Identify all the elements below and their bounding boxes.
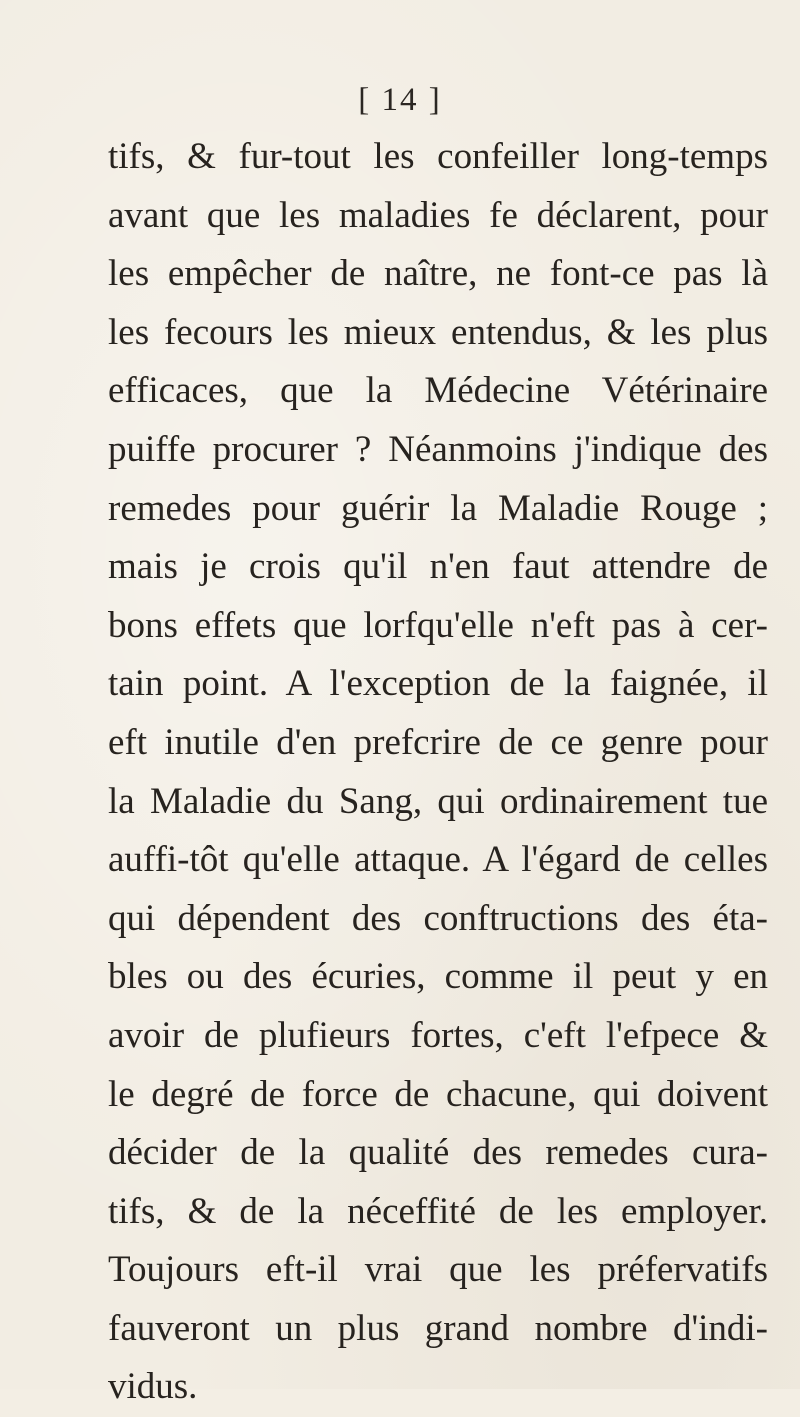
text-line-15: bles ou des écuries, comme il peut y en xyxy=(108,956,768,998)
text-line-16: avoir de plufieurs fortes, c'eft l'efpece & xyxy=(108,1014,768,1056)
text-line-13: auffi-tôt qu'elle attaque. A l'égard de celles xyxy=(108,839,768,881)
text-line-6: puiffe procurer ? Néanmoins j'indique des xyxy=(108,428,768,470)
text-line-21: fauveront un plus grand nombre d'indi- xyxy=(108,1307,768,1349)
text-line-14: qui dépendent des conftructions des éta- xyxy=(108,897,768,939)
text-line-7: remedes pour guérir la Maladie Rouge ; xyxy=(108,487,768,529)
text-line-1: tifs, & fur-tout les confeiller long-temps xyxy=(108,136,768,177)
body-text xyxy=(108,128,768,1417)
text-line-20: Toujours eft-il vrai que les préfervatifs xyxy=(108,1249,768,1291)
text-line-18: décider de la qualité des remedes cura- xyxy=(108,1132,768,1174)
text-line-10: tain point. A l'exception de la faignée, il xyxy=(108,663,768,705)
text-line-11: eft inutile d'en prefcrire de ce genre pour xyxy=(108,721,768,763)
text-line-2: avant que les maladies fe déclarent, pour xyxy=(108,194,768,236)
text-line-5: efficaces, que la Médecine Vétérinaire xyxy=(108,370,768,412)
text-line-4: les fecours les mieux entendus, & les plus xyxy=(108,311,768,353)
text-line-22: vidus. xyxy=(108,1366,198,1408)
text-line-19: tifs, & de la néceffité de les employer. xyxy=(108,1190,768,1232)
text-line-9: bons effets que lorfqu'elle n'eft pas à cer- xyxy=(108,604,768,646)
text-line-12: la Maladie du Sang, qui ordinairement tue xyxy=(108,780,768,822)
text-line-8: mais je crois qu'il n'en faut attendre de xyxy=(108,546,768,588)
page-number: [ 14 ] xyxy=(358,82,442,118)
text-line-17: le degré de force de chacune, qui doivent xyxy=(108,1073,768,1115)
text-line-3: les empêcher de naître, ne font-ce pas là xyxy=(108,253,768,295)
